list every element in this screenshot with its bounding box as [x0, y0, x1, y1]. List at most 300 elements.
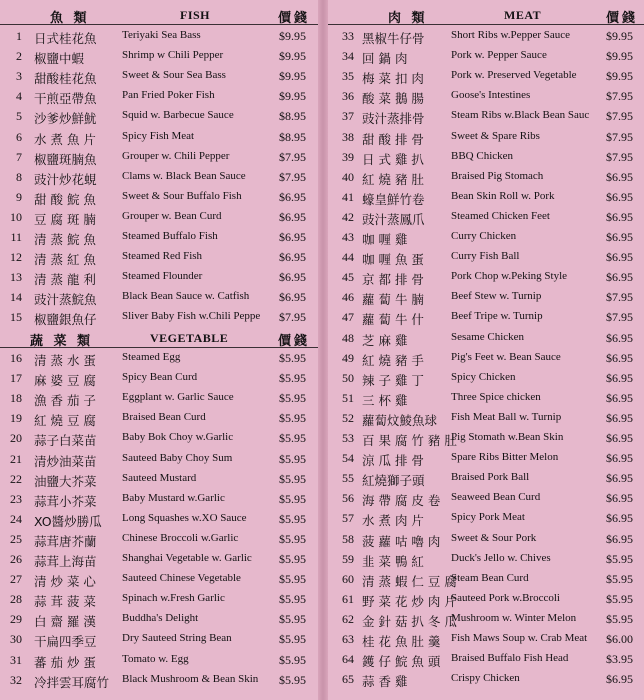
- page-fold: [318, 0, 328, 700]
- item-name-en: Shanghai Vegetable w. Garlic: [122, 552, 252, 564]
- item-name-en: Sauteed Chinese Vegetable: [122, 572, 241, 585]
- item-number: 49: [342, 350, 354, 365]
- item-number: 39: [342, 149, 354, 164]
- item-name-en: Spicy Fish Meat: [122, 129, 195, 142]
- item-number: 44: [342, 250, 354, 265]
- item-number: 37: [342, 109, 354, 124]
- item-name-en: Braised Buffalo Fish Head: [451, 652, 569, 665]
- item-name-en: Tomato w. Egg: [122, 652, 189, 665]
- item-number: 54: [342, 451, 354, 466]
- item-price: $5.95: [606, 571, 633, 586]
- item-price: $5.95: [606, 551, 633, 566]
- item-number: 32: [10, 672, 22, 687]
- item-number: 65: [342, 672, 354, 687]
- item-name-zh: 甜 酸 排 骨: [362, 131, 424, 147]
- item-price: $7.95: [606, 310, 633, 325]
- item-name-en: Braised Pork Ball: [451, 471, 530, 484]
- menu-item-row: [328, 488, 644, 508]
- item-name-en: Spicy Chicken: [451, 370, 516, 383]
- menu-item-row: [328, 348, 644, 368]
- item-price: $8.95: [279, 129, 306, 144]
- item-number: 22: [10, 471, 22, 486]
- item-price: $9.95: [279, 49, 306, 64]
- item-name-zh: 涼 瓜 排 骨: [362, 453, 424, 469]
- item-number: 31: [10, 652, 22, 667]
- menu-item-row: [0, 307, 318, 327]
- item-number: 59: [342, 551, 354, 566]
- item-name-zh: 豆 腐 斑 腩: [34, 211, 96, 227]
- item-number: 16: [10, 351, 22, 365]
- item-name-en: Black Bean Sauce w. Catfish: [122, 290, 250, 303]
- item-name-en: Curry Fish Ball: [451, 250, 520, 263]
- item-name-en: Baby Mustard w.Garlic: [122, 491, 225, 504]
- menu-item-row: [328, 448, 644, 468]
- item-name-en: Steamed Red Fish: [122, 250, 203, 263]
- item-name-en: Pan Fried Poker Fish: [122, 89, 215, 102]
- item-price: $9.95: [606, 69, 633, 84]
- item-price: $5.95: [279, 391, 306, 406]
- item-name-zh: 菠 蘿 咕 嚕 肉: [362, 533, 441, 549]
- item-number: 14: [10, 290, 22, 305]
- item-price: $6.95: [606, 350, 633, 365]
- item-name-zh: 紅燒獅子頭: [362, 473, 425, 489]
- item-name-zh: 紅 燒 豆 腐: [34, 413, 96, 429]
- item-name-zh: 金 針 菇 扒 冬 瓜: [362, 613, 457, 629]
- item-name-zh: 水 煮 肉 片: [362, 513, 424, 529]
- item-name-en: Sweet & Sour Pork: [451, 531, 537, 544]
- menu-item-row: [328, 127, 644, 147]
- item-name-zh: 野 菜 花 炒 肉 片: [362, 593, 457, 609]
- item-name-en: Spicy Pork Meat: [451, 511, 525, 524]
- menu-item-row: [328, 267, 644, 287]
- menu-item-row: [328, 147, 644, 167]
- item-number: 58: [342, 531, 354, 546]
- item-name-zh: 酸 菜 鵝 腸: [362, 91, 424, 107]
- item-name-en: Buddha's Delight: [122, 612, 199, 625]
- item-name-zh: 蒜 茸 菠 菜: [34, 594, 96, 610]
- item-name-zh: 豉汁蒸鳳爪: [362, 211, 425, 227]
- item-number: 63: [342, 632, 354, 646]
- item-number: 6: [16, 129, 22, 144]
- item-number: 45: [342, 270, 354, 285]
- item-price: $6.95: [606, 189, 633, 204]
- item-name-zh: 蒜茸小芥菜: [34, 493, 97, 509]
- menu-item-row: [328, 46, 644, 66]
- menu-item-row: [0, 609, 318, 629]
- item-price: $5.95: [279, 431, 306, 446]
- item-number: 26: [10, 552, 22, 566]
- item-price: $5.95: [279, 672, 306, 687]
- item-price: $6.95: [279, 290, 306, 305]
- menu-item-row: [0, 147, 318, 167]
- item-name-zh: 海 帶 腐 皮 卷: [362, 493, 441, 509]
- item-number: 64: [342, 652, 354, 667]
- item-name-zh: 麻 婆 豆 腐: [34, 373, 96, 389]
- item-name-zh: 豉汁蒸鯇魚: [34, 292, 97, 308]
- item-name-zh: 蘿 蔔 牛 什: [362, 312, 424, 328]
- item-price: $5.95: [279, 572, 306, 587]
- item-number: 47: [342, 310, 354, 325]
- item-name-zh: 蘿蔔炆鯪魚球: [362, 412, 438, 428]
- item-name-en: Pork w. Preserved Vegetable: [451, 69, 577, 82]
- item-price: $6.95: [606, 209, 633, 224]
- item-name-en: Braised Bean Curd: [122, 411, 206, 424]
- item-name-en: Pork Chop w.Peking Style: [451, 270, 568, 283]
- menu-item-row: [0, 46, 318, 66]
- item-number: 3: [16, 69, 22, 84]
- item-number: 61: [342, 591, 354, 606]
- item-number: 1: [16, 29, 22, 43]
- item-price: $9.95: [279, 89, 306, 104]
- menu-item-row: [0, 489, 318, 509]
- item-name-zh: 豉汁炒花蜆: [34, 171, 97, 187]
- item-price: $7.95: [279, 149, 306, 164]
- item-name-en: Steamed Egg: [122, 351, 181, 363]
- item-price: $7.95: [606, 290, 633, 305]
- item-name-zh: 紅 燒 豬 手: [362, 352, 424, 368]
- menu-item-row: [328, 187, 644, 207]
- menu-item-row: [0, 368, 318, 388]
- item-name-zh: 清炒油菜苗: [34, 453, 97, 469]
- item-name-en: Baby Bok Choy w.Garlic: [122, 431, 234, 444]
- item-number: 53: [342, 431, 354, 445]
- item-name-zh: 蒜茸唐芥蘭: [34, 533, 97, 549]
- item-name-zh: 梅 菜 扣 肉: [362, 71, 424, 87]
- item-price: $6.95: [279, 209, 306, 224]
- item-name-zh: 水 煮 魚 片: [34, 131, 96, 147]
- menu-item-row: [328, 66, 644, 86]
- item-number: 29: [10, 612, 22, 627]
- item-price: $6.95: [606, 451, 633, 466]
- vegetable-title-en: VEGETABLE: [150, 331, 229, 345]
- item-price: $6.95: [606, 169, 633, 184]
- menu-item-row: [328, 167, 644, 187]
- item-name-en: Eggplant w. Garlic Sauce: [122, 391, 234, 404]
- item-name-zh: 咖 喱 雞: [362, 232, 408, 247]
- item-name-zh: 辣 子 雞 丁: [362, 372, 424, 388]
- item-price: $6.95: [606, 511, 633, 526]
- item-price: $8.95: [279, 109, 306, 124]
- menu-item-row: [328, 368, 644, 388]
- menu-item-row: [328, 609, 644, 629]
- menu-item-row: [328, 549, 644, 569]
- item-number: 17: [10, 371, 22, 386]
- item-name-en: Crispy Chicken: [451, 672, 520, 685]
- item-name-en: Steam Bean Curd: [451, 571, 529, 584]
- item-name-zh: 清 蒸 水 蛋: [34, 353, 96, 368]
- item-name-zh: 蠔皇鮮竹卷: [362, 191, 425, 207]
- item-name-zh: 蒜茸上海苗: [34, 554, 97, 569]
- menu-item-row: [0, 388, 318, 408]
- item-name-en: Sweet & Sour Buffalo Fish: [122, 189, 242, 202]
- menu-item-row: [328, 649, 644, 669]
- item-name-en: Grouper w. Bean Curd: [122, 209, 222, 222]
- item-price: $5.95: [606, 591, 633, 606]
- item-number: 50: [342, 370, 354, 385]
- item-price: $6.95: [606, 330, 633, 345]
- item-number: 38: [342, 129, 354, 144]
- item-price: $3.95: [606, 652, 633, 667]
- item-name-en: Pig Stomath w.Bean Skin: [451, 431, 564, 443]
- item-number: 12: [10, 250, 22, 265]
- menu-item-row: [0, 428, 318, 448]
- menu-item-row: [328, 307, 644, 327]
- menu-item-row: [328, 227, 644, 247]
- item-name-en: Teriyaki Sea Bass: [122, 29, 201, 41]
- item-price: $6.95: [279, 189, 306, 204]
- item-price: $6.95: [606, 270, 633, 285]
- item-name-zh: 豉汁蒸排骨: [362, 111, 425, 127]
- item-price: $6.95: [606, 230, 633, 244]
- menu-item-row: [0, 529, 318, 549]
- item-name-zh: 芝 麻 雞: [362, 332, 408, 348]
- menu-item-row: [0, 66, 318, 86]
- item-name-zh: 蘿 蔔 牛 腩: [362, 292, 424, 308]
- item-price: $6.95: [606, 410, 633, 425]
- item-name-zh: 干煎亞帶魚: [34, 91, 97, 107]
- item-price: $5.95: [606, 611, 633, 626]
- item-price: $6.95: [606, 531, 633, 546]
- menu-item-row: [0, 549, 318, 569]
- item-number: 7: [16, 149, 22, 164]
- menu-item-row: [0, 509, 318, 529]
- item-number: 28: [10, 592, 22, 607]
- item-number: 41: [342, 189, 354, 204]
- item-name-en: Fish Maws Soup w. Crab Meat: [451, 632, 588, 644]
- item-price: $7.95: [279, 310, 306, 325]
- item-name-en: Shrimp w Chili Pepper: [122, 49, 224, 62]
- item-number: 4: [16, 89, 22, 104]
- item-name-zh: 蒜子白菜苗: [34, 433, 97, 449]
- item-name-en: Beef Stew w. Turnip: [451, 290, 542, 303]
- menu-item-row: [328, 287, 644, 307]
- item-name-en: Bean Skin Roll w. Pork: [451, 189, 555, 202]
- item-number: 27: [10, 572, 22, 587]
- item-price: $6.95: [606, 672, 633, 687]
- item-number: 52: [342, 410, 354, 425]
- item-number: 8: [16, 169, 22, 184]
- item-name-en: Steamed Buffalo Fish: [122, 230, 218, 242]
- menu-item-row: [0, 650, 318, 670]
- item-price: $7.95: [606, 149, 633, 164]
- item-name-zh: 椒鹽中蝦: [34, 51, 85, 67]
- item-name-en: Chinese Broccoli w.Garlic: [122, 531, 239, 544]
- vegetable-section-header: [0, 327, 318, 348]
- item-name-zh: 桂 花 魚 肚 羹: [362, 634, 441, 649]
- item-price: $6.95: [279, 250, 306, 265]
- meat-price-label: 價錢: [606, 11, 639, 26]
- item-number: 13: [10, 270, 22, 285]
- item-name-zh: 蒜 香 雞: [362, 674, 408, 690]
- item-number: 51: [342, 390, 354, 405]
- item-name-en: Pork w. Pepper Sauce: [451, 49, 547, 62]
- item-name-zh: 甜酸桂花魚: [34, 71, 97, 87]
- item-name-en: Curry Chicken: [451, 230, 517, 242]
- menu-item-row: [328, 408, 644, 428]
- item-number: 35: [342, 69, 354, 84]
- meat-title-zh: 肉 類: [388, 11, 428, 26]
- item-name-zh: XO醬炒勝瓜: [34, 513, 102, 529]
- fish-title-zh: 魚 類: [50, 11, 90, 26]
- item-name-zh: 白 齋 羅 漢: [34, 614, 96, 630]
- item-name-zh: 冷拌雲耳腐竹: [34, 674, 110, 690]
- item-price: $6.95: [279, 230, 306, 244]
- menu-item-row: [328, 86, 644, 106]
- menu-item-row: [328, 508, 644, 528]
- item-name-en: BBQ Chicken: [451, 149, 514, 162]
- item-number: 36: [342, 89, 354, 104]
- item-name-en: Three Spice chicken: [451, 390, 541, 403]
- vegetable-price-label: 價錢: [278, 334, 311, 349]
- item-name-en: Spare Ribs Bitter Melon: [451, 451, 559, 464]
- item-number: 18: [10, 391, 22, 406]
- item-price: $6.95: [606, 431, 633, 445]
- item-number: 42: [342, 209, 354, 224]
- item-name-zh: 紅 燒 豬 肚: [362, 171, 424, 187]
- item-number: 25: [10, 531, 22, 546]
- menu-item-row: [328, 106, 644, 126]
- menu-item-row: [0, 106, 318, 126]
- item-number: 23: [10, 491, 22, 506]
- item-name-zh: 鑊 仔 鯇 魚 頭: [362, 654, 441, 670]
- item-name-en: Sweet & Sour Sea Bass: [122, 69, 226, 82]
- item-name-en: Sesame Chicken: [451, 330, 525, 343]
- menu-item-row: [328, 428, 644, 448]
- item-number: 55: [342, 471, 354, 486]
- item-name-zh: 清 蒸 蝦 仁 豆 腐: [362, 573, 457, 589]
- meat-section-header: [328, 4, 644, 25]
- item-price: $5.95: [279, 351, 306, 365]
- item-name-en: Spinach w.Fresh Garlic: [122, 592, 225, 605]
- item-price: $5.95: [279, 471, 306, 486]
- item-number: 20: [10, 431, 22, 446]
- item-price: $5.95: [279, 491, 306, 506]
- item-name-zh: 咖 喱 魚 蛋: [362, 252, 424, 268]
- item-number: 11: [10, 230, 22, 244]
- item-name-en: Beef Tripe w. Turnip: [451, 310, 543, 323]
- item-price: $5.95: [279, 632, 306, 647]
- item-name-en: Steamed Flounder: [122, 270, 203, 283]
- item-name-en: Pig's Feet w. Bean Sauce: [451, 350, 561, 363]
- menu-item-row: [0, 287, 318, 307]
- menu-item-row: [0, 670, 318, 690]
- item-name-en: Mushroom w. Winter Melon: [451, 611, 577, 624]
- item-name-en: Steam Ribs w.Black Bean Sauc: [451, 109, 590, 122]
- item-name-en: Goose's Intestines: [451, 89, 531, 102]
- item-price: $9.95: [279, 69, 306, 84]
- item-price: $7.95: [606, 89, 633, 104]
- item-name-zh: 漁 香 茄 子: [34, 393, 96, 409]
- item-number: 19: [10, 411, 22, 426]
- item-name-zh: 沙爹炒鮮魷: [34, 111, 97, 127]
- item-price: $7.95: [279, 169, 306, 184]
- item-price: $5.95: [279, 592, 306, 607]
- item-number: 43: [342, 230, 354, 244]
- item-name-zh: 清 蒸 龍 利: [34, 272, 96, 288]
- item-number: 24: [10, 511, 22, 526]
- item-price: $5.95: [279, 371, 306, 386]
- menu-item-row: [0, 589, 318, 609]
- menu-item-row: [328, 569, 644, 589]
- item-price: $6.00: [606, 632, 633, 646]
- menu-item-row: [328, 589, 644, 609]
- item-name-zh: 甜 酸 鯇 魚: [34, 191, 96, 207]
- item-name-zh: 蕃 茄 炒 蛋: [34, 654, 96, 670]
- menu-item-row: [0, 267, 318, 287]
- item-number: 30: [10, 632, 22, 647]
- item-price: $5.95: [279, 552, 306, 566]
- item-price: $7.95: [606, 109, 633, 124]
- menu-item-row: [328, 207, 644, 227]
- item-name-zh: 油鹽大芥菜: [34, 473, 97, 489]
- menu-item-row: [328, 26, 644, 46]
- menu-item-row: [328, 669, 644, 689]
- item-number: 46: [342, 290, 354, 305]
- item-number: 33: [342, 29, 354, 43]
- item-number: 34: [342, 49, 354, 64]
- item-name-en: Sweet & Spare Ribs: [451, 129, 540, 142]
- menu-item-row: [328, 328, 644, 348]
- item-number: 15: [10, 310, 22, 325]
- item-price: $5.95: [279, 411, 306, 426]
- item-name-zh: 日式桂花魚: [34, 31, 97, 46]
- item-price: $5.95: [279, 511, 306, 526]
- item-price: $5.95: [279, 612, 306, 627]
- item-name-en: Black Mushroom & Bean Skin: [122, 672, 259, 685]
- item-name-zh: 清 蒸 鯇 魚: [34, 232, 96, 247]
- menu-item-row: [0, 348, 318, 368]
- item-name-zh: 干扁四季豆: [34, 634, 97, 650]
- item-name-en: Sauteed Pork w.Broccoli: [451, 591, 560, 604]
- menu-item-row: [0, 207, 318, 227]
- item-price: $9.95: [279, 29, 306, 43]
- item-name-zh: 百 果 腐 竹 豬 肚: [362, 433, 457, 448]
- item-name-zh: 京 都 排 骨: [362, 272, 424, 288]
- fish-price-label: 價錢: [278, 11, 311, 26]
- item-name-zh: 清 炒 菜 心: [34, 574, 96, 590]
- menu-item-row: [0, 167, 318, 187]
- item-price: $6.95: [606, 250, 633, 265]
- item-name-en: Dry Sauteed String Bean: [122, 632, 232, 645]
- menu-item-row: [0, 227, 318, 247]
- menu-item-row: [0, 247, 318, 267]
- item-number: 57: [342, 511, 354, 526]
- item-name-en: Clams w. Black Bean Sauce: [122, 169, 246, 182]
- item-name-en: Braised Pig Stomach: [451, 169, 544, 182]
- item-price: $7.95: [606, 129, 633, 144]
- item-number: 10: [10, 209, 22, 224]
- item-name-en: Spicy Bean Curd: [122, 371, 198, 384]
- item-name-en: Fish Meat Ball w. Turnip: [451, 410, 562, 423]
- menu-item-row: [0, 26, 318, 46]
- menu-item-row: [0, 408, 318, 428]
- item-price: $6.95: [279, 270, 306, 285]
- item-name-en: Steamed Chicken Feet: [451, 209, 550, 222]
- item-number: 5: [16, 109, 22, 124]
- item-number: 21: [10, 451, 22, 466]
- item-number: 62: [342, 611, 354, 626]
- vegetable-title-zh: 蔬 菜 類: [30, 334, 94, 349]
- item-number: 60: [342, 571, 354, 586]
- menu-item-row: [0, 187, 318, 207]
- menu-item-row: [0, 449, 318, 469]
- menu-item-row: [328, 468, 644, 488]
- menu-item-row: [328, 247, 644, 267]
- item-price: $5.95: [279, 652, 306, 667]
- item-name-zh: 韭 菜 鴨 紅: [362, 553, 424, 569]
- item-number: 56: [342, 491, 354, 506]
- menu-item-row: [0, 469, 318, 489]
